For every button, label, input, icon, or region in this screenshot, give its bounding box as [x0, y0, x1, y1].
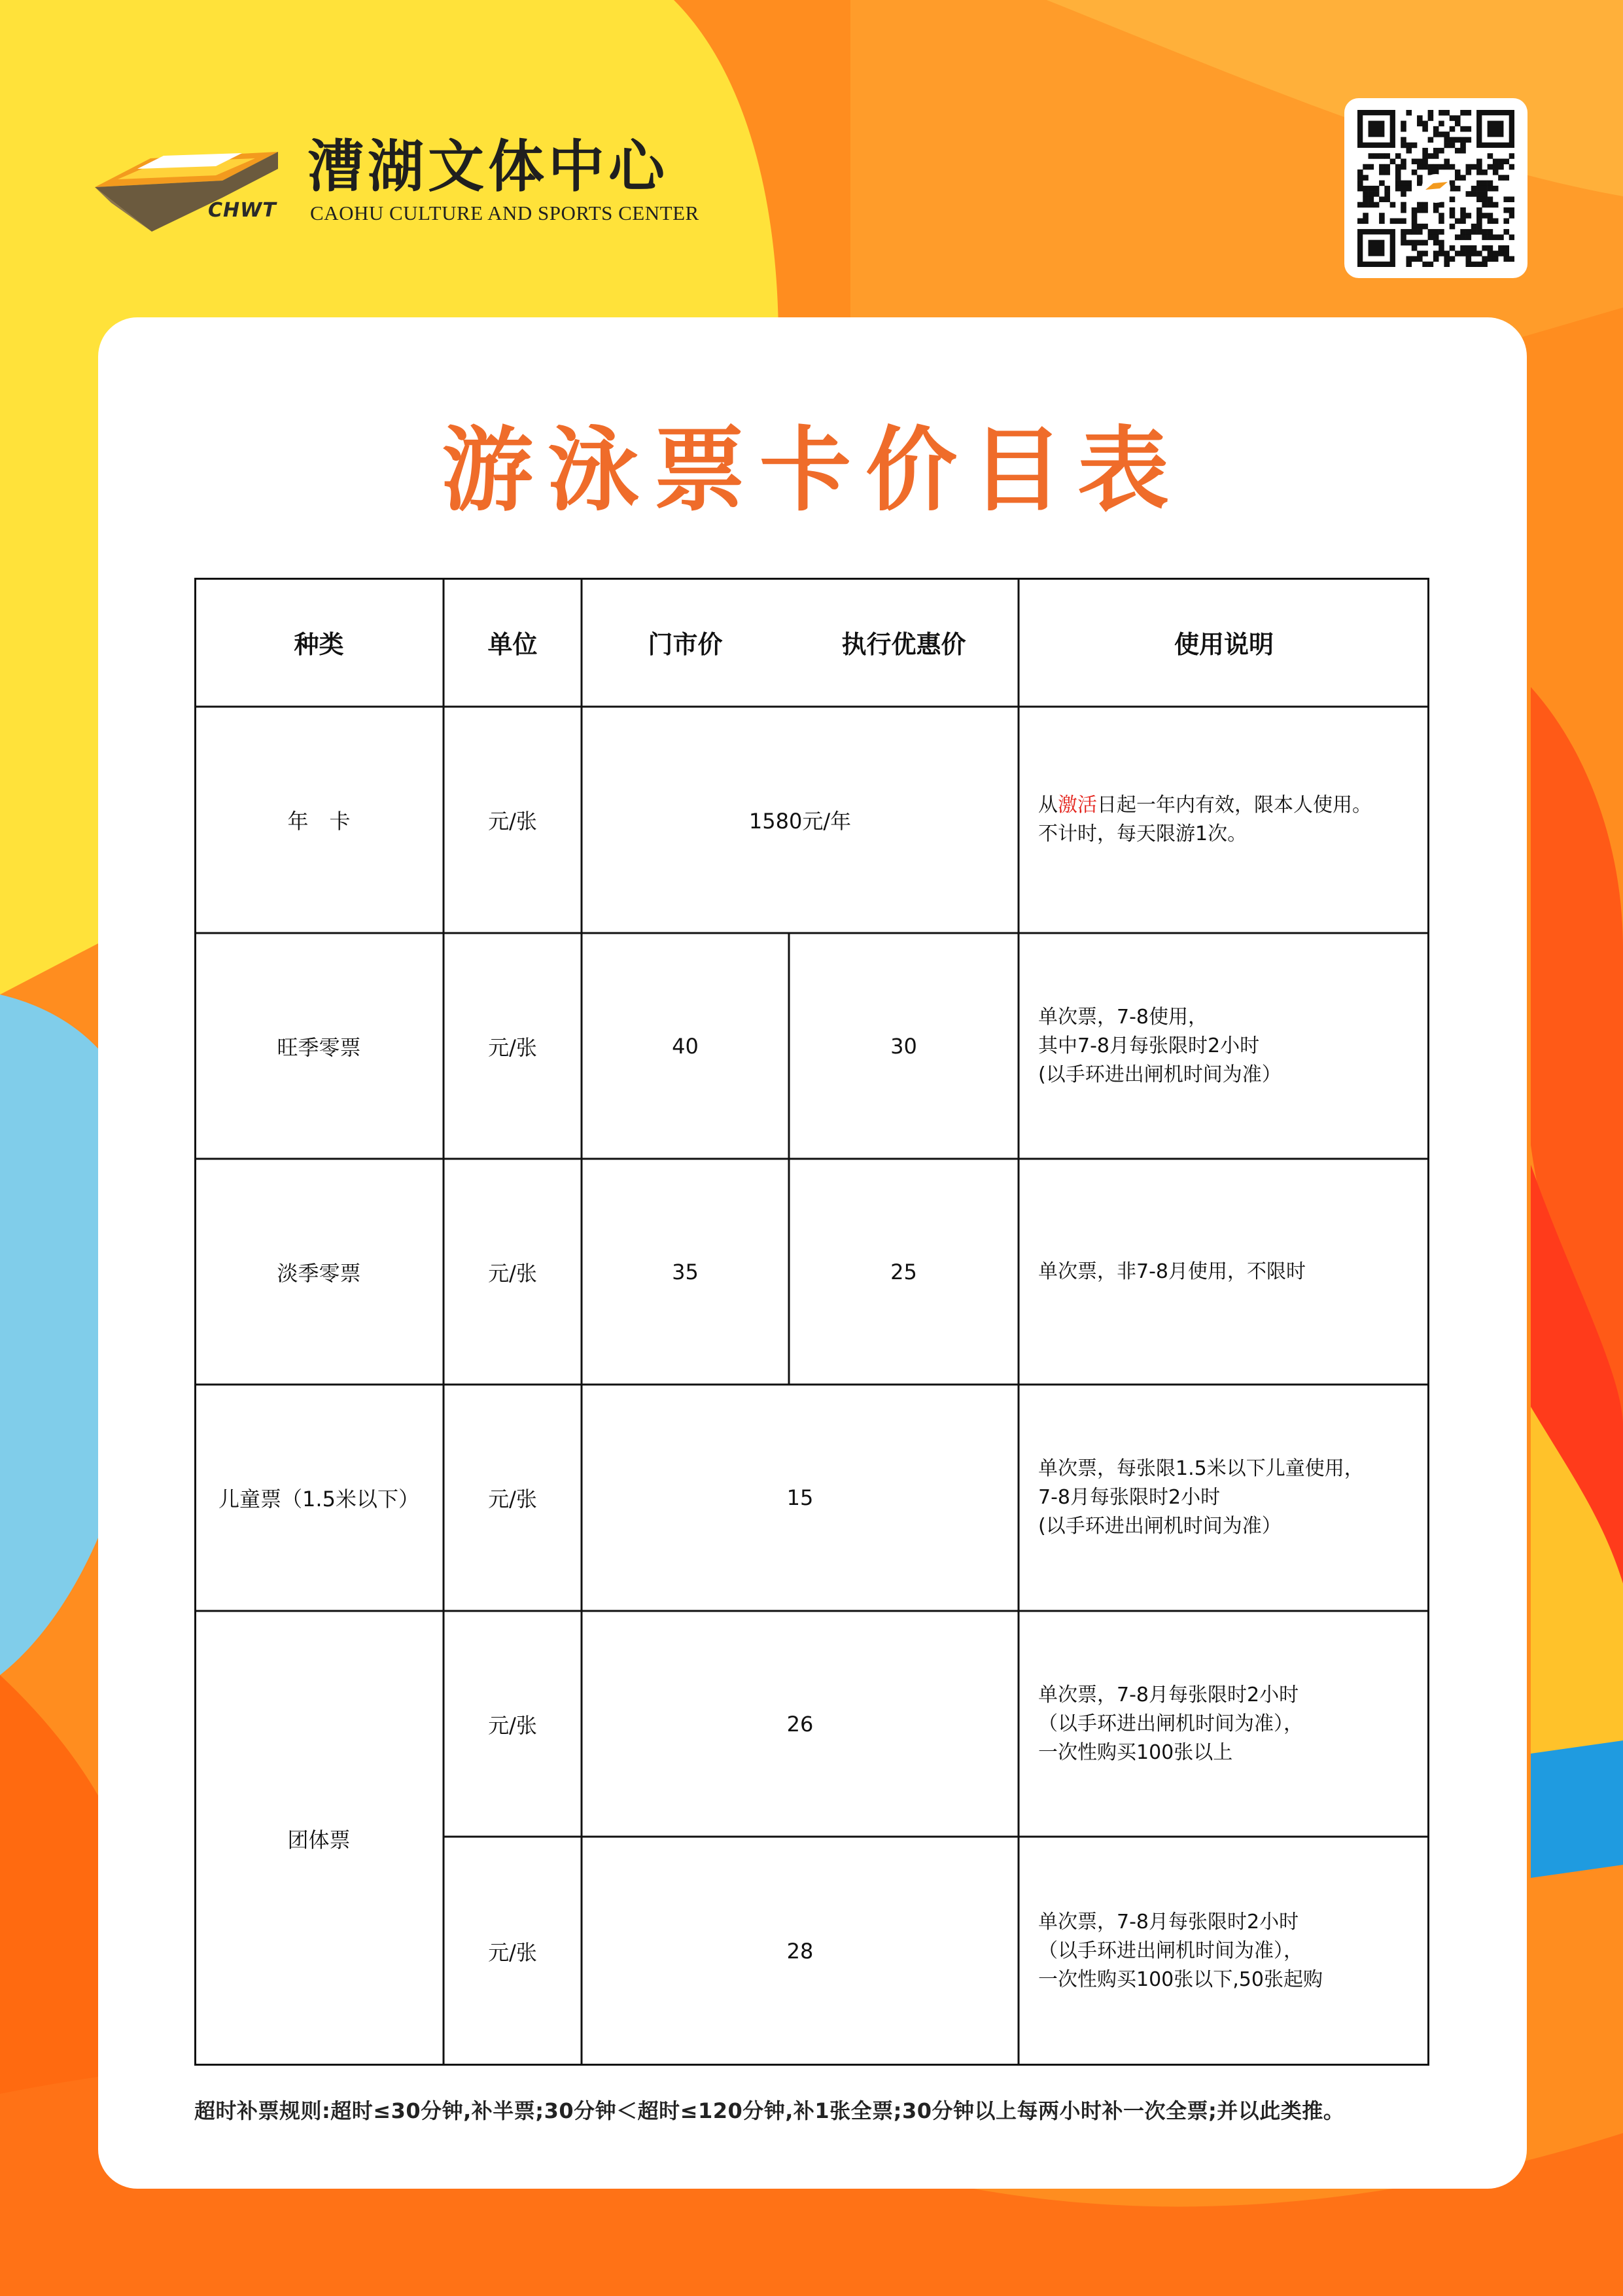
- row-peak-usage-text: 单次票，7-8使用， 其中7-8月每张限时2小时 (以手环进出闸机时间为准）: [1038, 1005, 1282, 1086]
- row-group-a-usage: [1019, 1611, 1429, 1837]
- header-list-price: 门市价: [648, 630, 723, 659]
- row-child-usage: [1019, 1385, 1429, 1611]
- price-table: [194, 578, 1429, 2066]
- row-peak-type: 旺季零票: [277, 1034, 361, 1060]
- row-group-a-usage-text: 单次票，7-8月每张限时2小时 （以手环进出闸机时间为准）， 一次性购买100张以上: [1038, 1683, 1303, 1764]
- row-off-unit: 元/张: [488, 1260, 537, 1286]
- row-group-a-price: 26: [786, 1711, 814, 1737]
- logo-mark-text: CHWT: [208, 199, 277, 222]
- usage-rest: 日起一年内有效，限本人使用。 不计时，每天限游1次。: [1038, 794, 1372, 845]
- row-annual-usage: [1019, 707, 1429, 933]
- header-discount-price: 执行优惠价: [841, 630, 966, 659]
- row-group-b-usage: [1019, 1837, 1429, 2066]
- row-peak-list-price: 40: [672, 1033, 699, 1059]
- header-usage: 使用说明: [1174, 630, 1274, 659]
- brand-logo: [92, 131, 699, 236]
- row-annual-unit: 元/张: [488, 809, 537, 834]
- row-peak-discount-price: 30: [890, 1033, 917, 1059]
- row-group-b-price: 28: [786, 1939, 814, 1964]
- header-unit: 单位: [487, 630, 538, 659]
- usage-prefix: 从: [1038, 794, 1058, 817]
- row-child-usage-text: 单次票，每张限1.5米以下儿童使用， 7-8月每张限时2小时 (以手环进出闸机时间为准）: [1038, 1457, 1364, 1538]
- row-off-discount-price: 25: [890, 1259, 917, 1284]
- usage-highlight: 激活: [1058, 794, 1097, 817]
- qr-code-icon: [1357, 110, 1514, 267]
- page-title: 游泳票卡价目表: [441, 417, 1183, 524]
- row-off-usage: [1019, 1159, 1429, 1385]
- row-group-a-unit: 元/张: [488, 1712, 537, 1738]
- header-type: 种类: [294, 630, 344, 659]
- row-peak-usage: [1019, 933, 1429, 1159]
- row-child-price: 15: [786, 1485, 814, 1510]
- row-group-b-unit: 元/张: [488, 1940, 537, 1965]
- row-off-list-price: 35: [672, 1259, 699, 1284]
- brand-name-en: CAOHU CULTURE AND SPORTS CENTER: [310, 202, 699, 224]
- row-group-b-usage-text: 单次票，7-8月每张限时2小时 （以手环进出闸机时间为准）， 一次性购买100张以下,50张起购: [1038, 1911, 1323, 1991]
- row-group-type: 团体票: [287, 1827, 351, 1852]
- row-peak-unit: 元/张: [488, 1034, 537, 1060]
- brand-name: 漕湖文体中心: [307, 134, 669, 200]
- row-off-usage-text: 单次票，非7-8月使用，不限时: [1038, 1260, 1306, 1283]
- row-annual-price: 1580元/年: [748, 809, 852, 834]
- qr-code: [1344, 98, 1527, 278]
- price-card: [98, 317, 1527, 2189]
- row-annual-type: 年 卡: [287, 809, 351, 834]
- row-off-type: 淡季零票: [277, 1260, 361, 1286]
- row-child-unit: 元/张: [488, 1487, 537, 1511]
- overtime-rule: 超时补票规则:超时≤30分钟,补半票;30分钟＜超时≤120分钟,补1张全票;30分钟以上每两小时补一次全票;并以此类推。: [194, 2098, 1345, 2123]
- row-child-type: 儿童票（1.5米以下）: [218, 1487, 419, 1511]
